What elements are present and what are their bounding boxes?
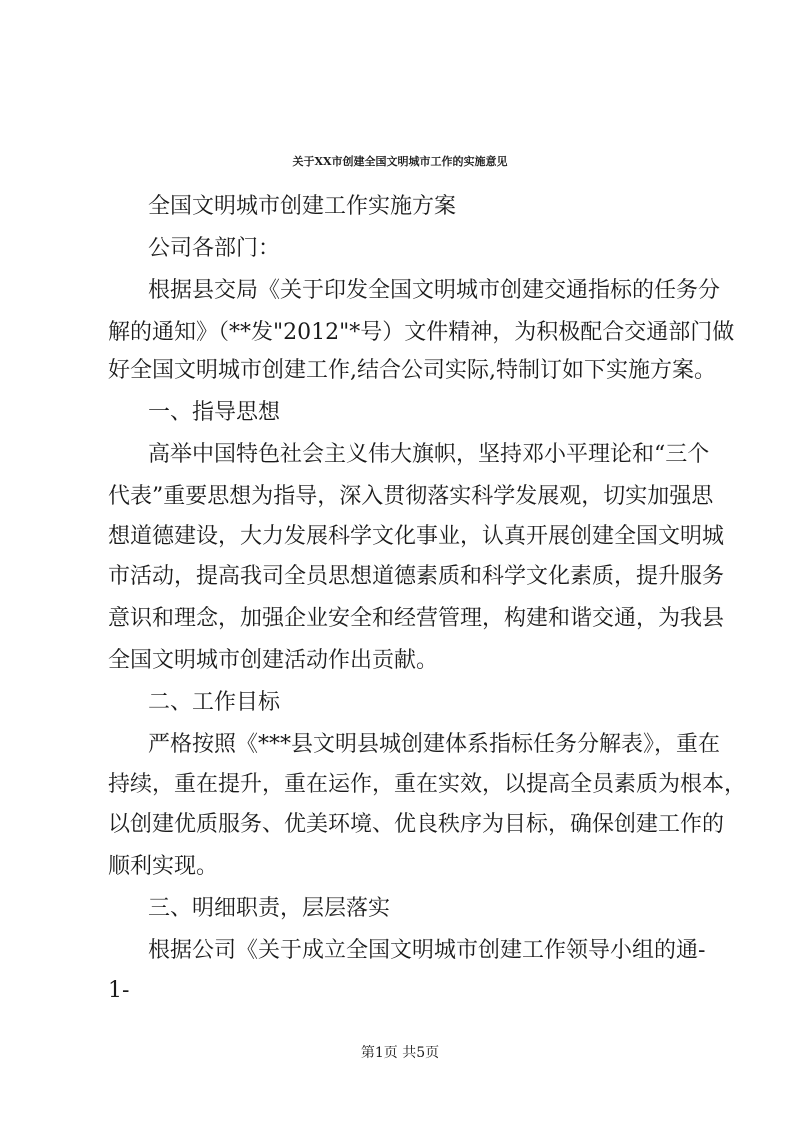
document-subtitle: 全国文明城市创建工作实施方案	[148, 194, 457, 219]
intro-line: 好全国文明城市创建工作,结合公司实际,特制订如下实施方案。	[108, 358, 716, 383]
section1-line: 想道德建设，大力发展科学文化事业，认真开展创建全国文明城	[108, 524, 725, 549]
salutation: 公司各部门：	[148, 236, 281, 261]
section1-line: 代表”重要思想为指导，深入贯彻落实科学发展观，切实加强思	[108, 484, 714, 509]
section-heading-guiding-ideology: 一、指导思想	[148, 400, 281, 425]
page-marker: 1-	[108, 978, 130, 1003]
page-footer: 第1页 共5页	[360, 1045, 440, 1061]
section2-line: 顺利实现。	[108, 854, 219, 879]
section-heading-work-goals: 二、工作目标	[148, 690, 281, 715]
section1-line: 意识和理念，加强企业安全和经营管理，构建和谐交通，为我县	[108, 606, 725, 631]
intro-line: 解的通知》（**发"2012"*号）文件精神，为积极配合交通部门做	[108, 320, 735, 345]
section1-line: 市活动，提高我司全员思想道德素质和科学文化素质，提升服务	[108, 564, 725, 589]
section2-line: 持续，重在提升，重在运作，重在实效，以提高全员素质为根本，	[108, 772, 747, 797]
intro-line: 根据县交局《关于印发全国文明城市创建交通指标的任务分	[148, 278, 721, 303]
section1-line: 高举中国特色社会主义伟大旗帜，坚持邓小平理论和“三个	[148, 442, 710, 467]
section1-line: 全国文明城市创建活动作出贡献。	[108, 648, 439, 673]
section-heading-responsibilities: 三、明细职责，层层落实	[148, 896, 391, 921]
document-title: 关于XX市创建全国文明城市工作的实施意见	[292, 155, 508, 168]
section3-line: 根据公司《关于成立全国文明城市创建工作领导小组的通-	[148, 938, 706, 963]
section2-line: 严格按照《***县文明县城创建体系指标任务分解表》，重在	[148, 732, 721, 757]
section2-line: 以创建优质服务、优美环境、优良秩序为目标，确保创建工作的	[108, 812, 725, 837]
